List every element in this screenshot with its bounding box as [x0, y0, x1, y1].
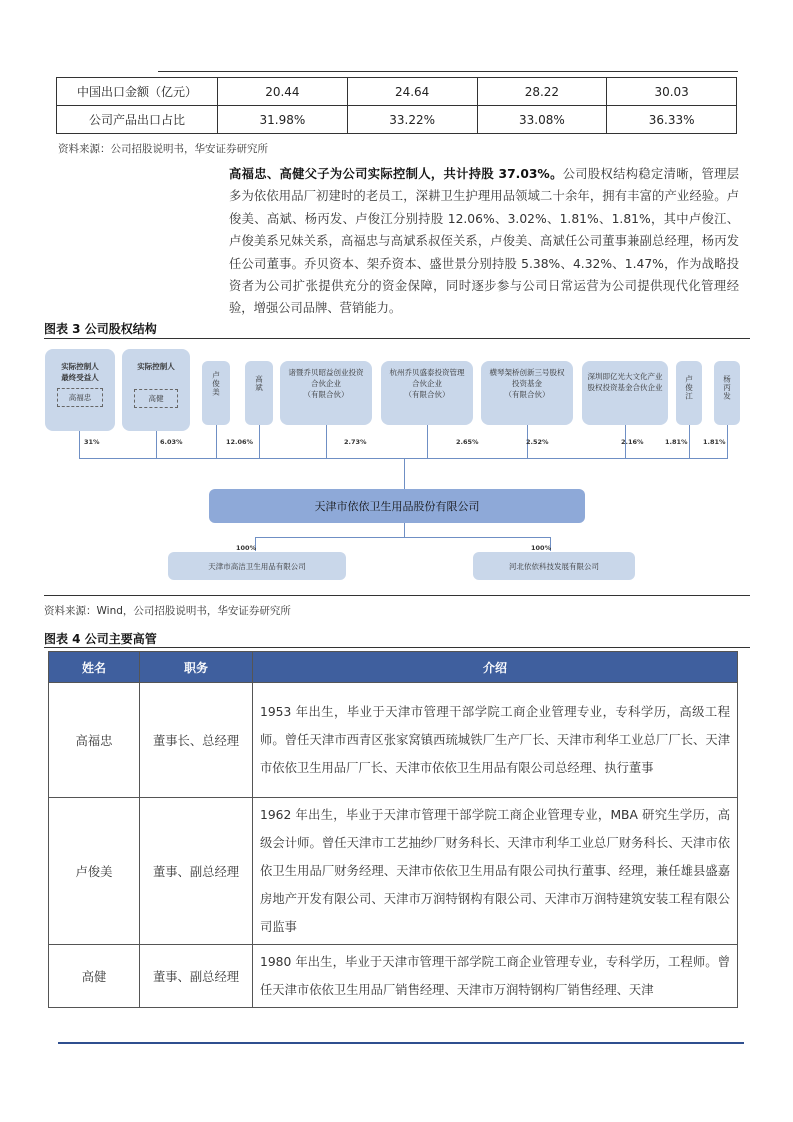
shareholder-paragraph [229, 163, 739, 320]
cell: 30.03 [607, 78, 737, 106]
figure4-rule [44, 647, 750, 648]
executives-table [48, 651, 738, 1008]
connector [689, 425, 690, 458]
exec-position: 董事长、总经理 [140, 683, 253, 798]
cell: 24.64 [347, 78, 477, 106]
row-label: 公司产品出口占比 [57, 106, 218, 134]
cell: 20.44 [218, 78, 348, 106]
holder-name: 杨丙发 [722, 375, 732, 401]
pct-label: 31% [84, 438, 100, 446]
holder-box: 诸暨乔贝昭益创业投资 合伙企业 （有限合伙） [280, 361, 372, 425]
table-row [49, 945, 738, 1008]
holder-box: 杭州乔贝盛泰投资管理 合伙企业 （有限合伙） [381, 361, 473, 425]
cell: 28.22 [477, 78, 607, 106]
pct-label: 2.65% [456, 438, 479, 446]
holder-name: 高斌 [254, 375, 264, 392]
exec-name: 高福忠 [49, 683, 140, 798]
connector [156, 431, 157, 458]
pct-label: 2.16% [621, 438, 644, 446]
holder-box [202, 361, 230, 425]
table-header [49, 652, 738, 683]
table-row [49, 683, 738, 798]
row-label: 中国出口金额（亿元） [57, 78, 218, 106]
exec-name: 卢俊美 [49, 798, 140, 945]
pct-label: 1.81% [665, 438, 688, 446]
exec-position: 董事、副总经理 [140, 798, 253, 945]
holder-name: 卢俊美 [211, 371, 221, 397]
table-row [57, 78, 737, 106]
pct-label: 2.52% [526, 438, 549, 446]
connector [259, 425, 260, 458]
controller-title: 实际控制人 最终受益人 [61, 362, 99, 382]
holder-name: 卢俊江 [684, 375, 694, 401]
figure3-source: 资料来源：Wind，公司招股说明书，华安证券研究所 [44, 605, 291, 617]
pct-label: 12.06% [226, 438, 254, 446]
connector [79, 431, 80, 458]
controller-box-1 [45, 349, 115, 431]
export-table [56, 77, 737, 134]
figure3-title: 图表 3 公司股权结构 [44, 322, 157, 336]
footer-rule [58, 1042, 744, 1044]
connector [404, 523, 405, 537]
table-source: 资料来源：公司招股说明书，华安证券研究所 [58, 143, 268, 155]
holder-box: 深圳即亿光大文化产业 股权投资基金合伙企业 [582, 361, 668, 425]
controller-name: 高健 [134, 389, 178, 408]
cell: 33.22% [347, 106, 477, 134]
subsidiary-box: 天津市高洁卫生用品有限公司 [168, 552, 346, 580]
paragraph-lead: 高福忠、高健父子为公司实际控制人，共计持股 37.03%。 [229, 167, 563, 181]
connector [427, 425, 428, 458]
exec-name: 高健 [49, 945, 140, 1008]
header-name: 姓名 [49, 652, 140, 683]
pct-label: 6.03% [160, 438, 183, 446]
controller-title: 实际控制人 [137, 362, 175, 371]
figure3-bottom-rule [44, 595, 750, 596]
holder-box [245, 361, 273, 425]
table-row [49, 798, 738, 945]
pct-label: 1.81% [703, 438, 726, 446]
header-intro: 介绍 [253, 652, 738, 683]
pct-label: 2.73% [344, 438, 367, 446]
connector [727, 425, 728, 458]
cell: 36.33% [607, 106, 737, 134]
holder-box [714, 361, 740, 425]
cell: 33.08% [477, 106, 607, 134]
subsidiary-box: 河北依依科技发展有限公司 [473, 552, 635, 580]
exec-intro: 1980 年出生，毕业于天津市管理干部学院工商企业管理专业，专科学历，工程师。曾任天津市依依卫生用品厂销售经理、天津市万润特钢构厂销售经理、天津 [253, 945, 738, 1008]
exec-intro: 1953 年出生，毕业于天津市管理干部学院工商企业管理专业，专科学历，高级工程师。曾任天津市西青区张家窝镇西琉城铁厂生产厂长、天津市利华工业总厂厂长、天津市依依卫生用品厂厂长、天津市依依卫生用品有限公司总经理、执行董事 [253, 683, 738, 798]
paragraph-body: 公司股权结构稳定清晰，管理层多为依依用品厂初建时的老员工，深耕卫生护理用品领域二十余年，拥有丰富的产业经验。卢俊美、高斌、杨丙发、卢俊江分别持股 12.06%、3.02%、1.81%、1.81%，其中卢俊江、卢俊美系兄妹关系，高福忠与高斌系叔侄关系，卢俊美、高斌任公司董事兼副总经理，杨丙发任公司董事。乔贝资本、架乔资本、盛世景分别持股 5.38%、4.32%、1.47%，作为战略投资者为公司扩张提供充分的资金保障，同时逐步参与公司日常运营为公司提供现代化管理经验，增强公司品牌、营销能力。 [229, 167, 739, 316]
cell: 31.98% [218, 106, 348, 134]
connector [255, 537, 550, 538]
connector [216, 425, 217, 458]
header-position: 职务 [140, 652, 253, 683]
figure4-title: 图表 4 公司主要高管 [44, 632, 157, 646]
exec-intro: 1962 年出生，毕业于天津市管理干部学院工商企业管理专业，MBA 研究生学历，高级会计师。曾任天津市工艺抽纱厂财务科长、天津市利华工业总厂财务科长、天津市依依卫生用品厂财务经理、天津市依依卫生用品有限公司执行董事、经理，兼任雄县盛嘉房地产开发有限公司、天津市万润特钢构有限公司、天津市万润特建筑安装工程有限公司监事 [253, 798, 738, 945]
exec-position: 董事、副总经理 [140, 945, 253, 1008]
connector [404, 458, 405, 489]
connector [326, 425, 327, 458]
controller-box-2 [122, 349, 190, 431]
holder-box [676, 361, 702, 425]
header-rule [158, 71, 738, 72]
controller-name: 高福忠 [57, 388, 103, 407]
pct-label: 100% [236, 544, 257, 552]
main-company-box: 天津市依依卫生用品股份有限公司 [209, 489, 585, 523]
holder-box: 横琴架桥创新三号股权 投资基金 （有限合伙） [481, 361, 573, 425]
table-row [57, 106, 737, 134]
pct-label: 100% [531, 544, 552, 552]
figure3-rule [44, 338, 750, 339]
